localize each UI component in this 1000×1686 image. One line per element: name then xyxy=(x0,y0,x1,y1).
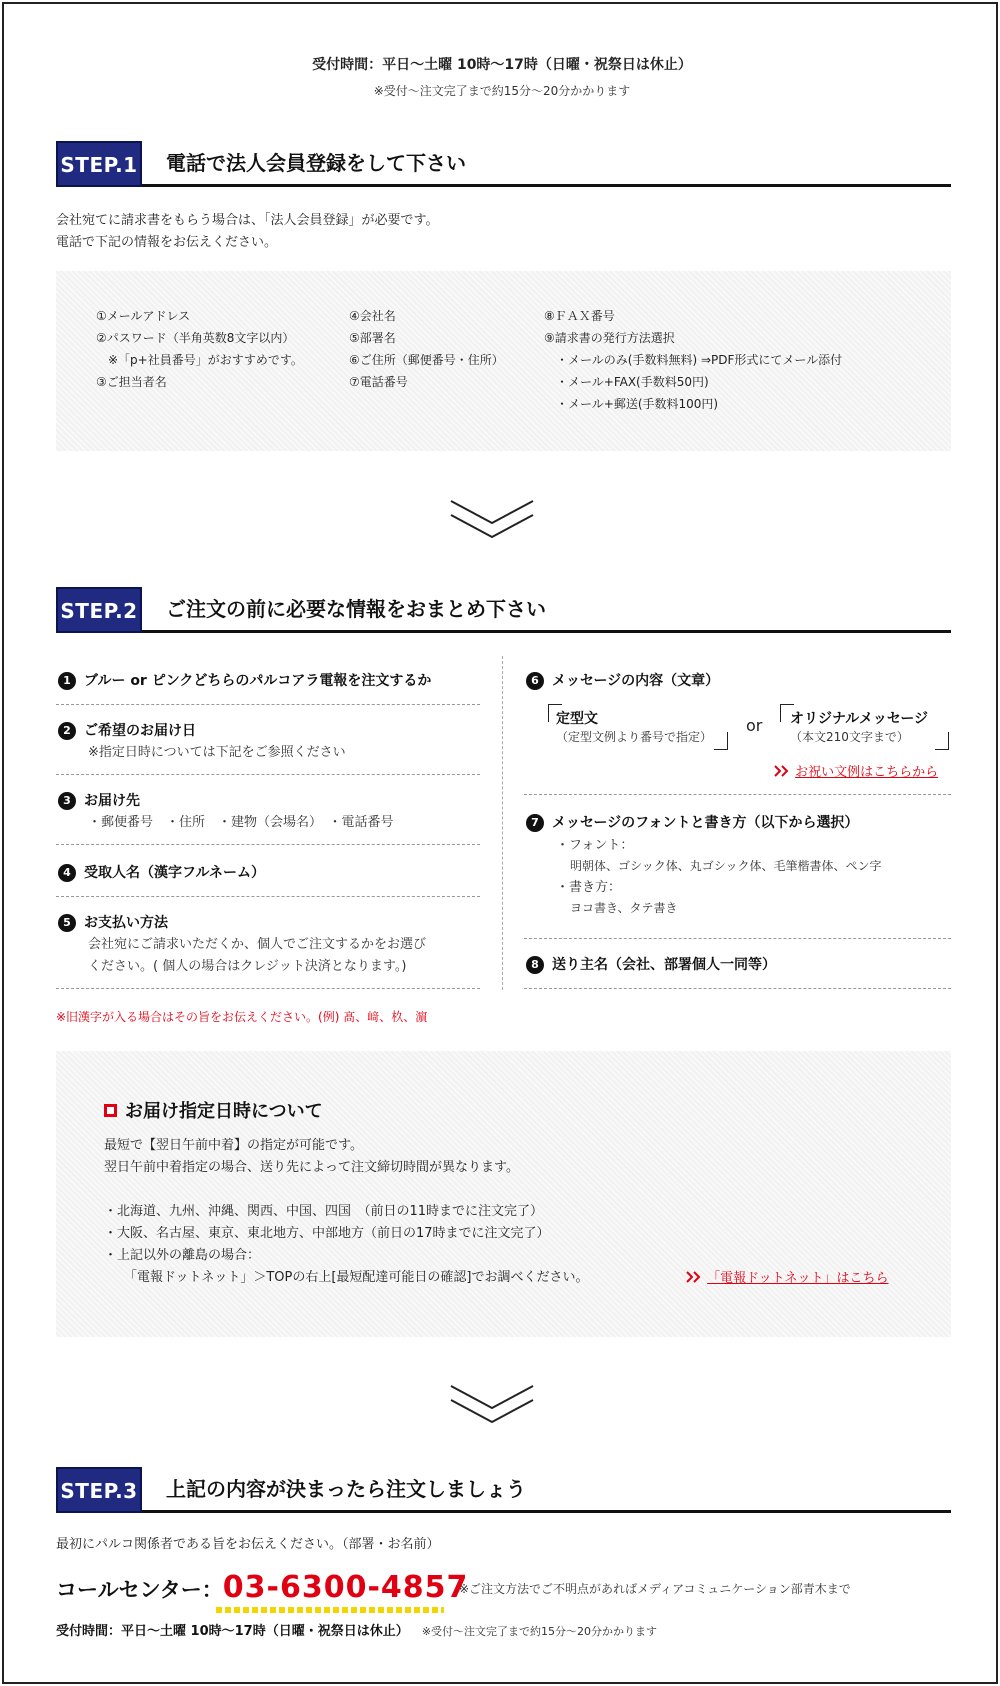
reception-note: ※受付〜注文完了まで約15分〜20分かかります xyxy=(373,84,631,98)
step2-item-5: 5 お支払い方法 会社宛にご請求いただくか、個人でご注文するかをお選び ください。( 個人の場合はクレジット決済となります。) xyxy=(58,912,426,978)
divider xyxy=(524,794,951,795)
divider xyxy=(56,774,480,775)
step1-intro: 会社宛てに請求書をもらう場合は、「法人会員登録」が必要です。 電話で下記の情報をお伝えください。 xyxy=(56,213,439,250)
delivery-info-box xyxy=(56,1051,951,1337)
call-center-label: コールセンター： xyxy=(56,1578,223,1602)
number-badge: 6 xyxy=(526,672,544,690)
reg-col-1: ①メールアドレス ②パスワード（半角英数8文字以内） ※「p+社員番号」がおすすめです。 ③ご担当者名 xyxy=(96,309,303,389)
column-divider xyxy=(502,656,503,990)
step2-item-6: 6 メッセージの内容（文章） xyxy=(526,670,719,690)
step3-badge: STEP.3 xyxy=(56,1467,142,1513)
number-badge: 5 xyxy=(58,914,76,932)
step2-item-2: 2 ご希望のお届け日 ※指定日時については下記をご参照ください xyxy=(58,720,346,764)
divider xyxy=(524,938,951,939)
step2-item-3: 3 お届け先 ・郵便番号 ・住所 ・建物（会場名） ・電話番号 xyxy=(58,790,394,834)
number-badge: 8 xyxy=(526,956,544,974)
double-chevron-right-icon xyxy=(686,1271,702,1283)
step2-item-7: 7 メッセージのフォントと書き方（以下から選択） ・フォント： 明朝体、ゴシック体、丸ゴシック体、毛筆楷書体、ペン字 ・書き方： ヨコ書き、タテ書き xyxy=(526,812,882,918)
step1-title: 電話で法人会員登録をして下さい xyxy=(166,151,466,175)
reg-col-2: ④会社名 ⑤部署名 ⑥ご住所（郵便番号・住所） ⑦電話番号 xyxy=(349,309,504,389)
delivery-description: 最短で【翌日午前中着】の指定が可能です。 翌日午前中着指定の場合、送り先によって注文締切時間が異なります。 ・北海道、九州、沖縄、関西、中国、四国 （前日の11時までに注文完了） ・大阪、名古屋、東京、東北地方、中部地方（前日の17時までに注文完了） ・上記以外の離島の場合： 「電報ドットネット」＞TOPの右上[最短配達可能日の確認]でお調べください。 xyxy=(104,1138,589,1285)
divider xyxy=(56,844,480,845)
registration-info-box xyxy=(56,271,951,451)
kanji-note: ※旧漢字が入る場合はその旨をお伝えください。(例) 髙、﨑、杦、濵 xyxy=(56,1010,428,1024)
divider xyxy=(56,896,480,897)
call-note: ※ご注文方法でご不明点があればメディアコミュニケーション部青木まで xyxy=(459,1582,851,1596)
divider xyxy=(56,988,480,989)
divider xyxy=(56,704,480,705)
step3-intro: 最初にパルコ関係者である旨をお伝えください。（部署・お名前） xyxy=(56,1537,440,1552)
double-chevron-right-icon xyxy=(774,765,790,777)
phone-number[interactable]: 03-6300-4857 xyxy=(222,1570,469,1605)
step2-item-4: 4 受取人名（漢字フルネーム） xyxy=(58,862,265,882)
chevron-down-icon xyxy=(449,1384,535,1434)
phone-highlight xyxy=(216,1607,444,1613)
step2-item-1: 1 ブルー or ピンクどちらのパルコアラ電報を注文するか xyxy=(58,670,431,690)
or-label: or xyxy=(746,716,763,735)
step2-title: ご注文の前に必要な情報をおまとめ下さい xyxy=(166,597,546,621)
bracket-close xyxy=(714,732,728,750)
red-square-icon xyxy=(104,1104,117,1117)
number-badge: 2 xyxy=(58,722,76,740)
step1-badge: STEP.1 xyxy=(56,141,142,187)
step3-hours: 受付時間：平日〜土曜 10時〜17時（日曜・祝祭日は休止） ※受付〜注文完了まで約15分〜20分かかります xyxy=(56,1624,658,1639)
number-badge: 4 xyxy=(58,864,76,882)
congrats-examples-link[interactable]: お祝い文例はこちらから xyxy=(774,761,938,780)
number-badge: 1 xyxy=(58,672,76,690)
call-center xyxy=(56,1570,468,1605)
step2-badge: STEP.2 xyxy=(56,587,142,633)
step3-header xyxy=(56,1467,951,1513)
reg-col-3: ⑧ＦＡＸ番号 ⑨請求書の発行方法選択 ・メールのみ(手数料無料) ⇒PDF形式にてメール添付 ・メール+FAX(手数料50円) ・メール+郵送(手数料100円) xyxy=(544,309,843,411)
number-badge: 3 xyxy=(58,792,76,810)
step1-header xyxy=(56,141,951,187)
denpo-dotnet-link[interactable]: 「電報ドットネット」はこちら xyxy=(686,1267,888,1286)
page-frame xyxy=(2,2,998,1684)
step3-title: 上記の内容が決まったら注文しましょう xyxy=(166,1477,526,1501)
divider xyxy=(524,988,951,989)
delivery-title: お届け指定日時について xyxy=(104,1097,323,1123)
number-badge: 7 xyxy=(526,814,544,832)
option-original-message: オリジナルメッセージ （本文210文字まで） xyxy=(790,711,929,744)
step2-header xyxy=(56,587,951,633)
reception-hours: 受付時間：平日〜土曜 10時〜17時（日曜・祝祭日は休止） xyxy=(312,57,692,73)
step2-item-8: 8 送り主名（会社、部署個人一同等） xyxy=(526,954,776,974)
chevron-down-icon xyxy=(449,499,535,549)
bracket-close xyxy=(935,732,949,750)
option-template-message: 定型文 （定型文例より番号で指定） xyxy=(556,711,713,744)
